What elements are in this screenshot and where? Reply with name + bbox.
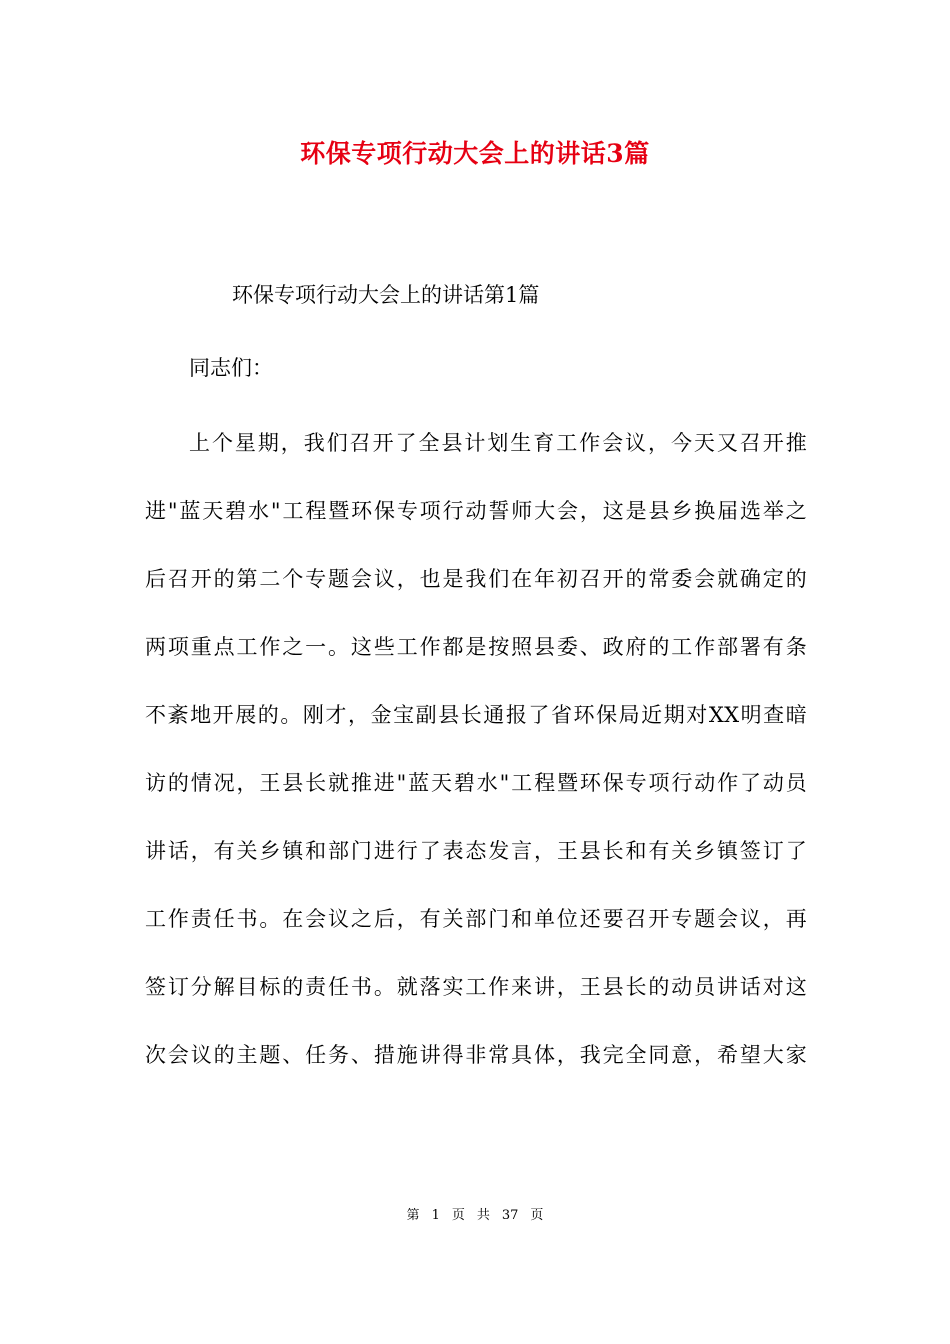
body-line: 后召开的第二个专题会议，也是我们在年初召开的常委会就确定的 [145, 567, 807, 591]
body-line: 工作责任书。在会议之后，有关部门和单位还要召开专题会议，再 [145, 907, 807, 931]
footer-label-page-unit: 页 [451, 1208, 465, 1223]
body-line: 讲话，有关乡镇和部门进行了表态发言，王县长和有关乡镇签订了 [145, 839, 807, 863]
greeting: 同志们： [189, 356, 273, 380]
body-line: 进"蓝天碧水"工程暨环保专项行动誓师大会，这是县乡换届选举之 [145, 499, 807, 523]
document-title: 环保专项行动大会上的讲话3篇 [300, 139, 650, 168]
footer-total-pages: 37 [501, 1208, 519, 1223]
section-subtitle: 环保专项行动大会上的讲话第1篇 [232, 283, 540, 307]
footer-label-page: 第 [406, 1208, 420, 1223]
body-line: 次会议的主题、任务、措施讲得非常具体，我完全同意，希望大家 [145, 1043, 807, 1067]
footer-label-total-unit: 页 [530, 1208, 544, 1223]
body-line: 上个星期，我们召开了全县计划生育工作会议，今天又召开推 [189, 431, 807, 455]
footer-label-total: 共 [476, 1208, 490, 1223]
body-line: 两项重点工作之一。这些工作都是按照县委、政府的工作部署有条 [145, 635, 807, 659]
body-text [145, 425, 807, 1105]
page-footer [0, 1207, 950, 1225]
body-line: 签订分解目标的责任书。就落实工作来讲，王县长的动员讲话对这 [145, 975, 807, 999]
body-line: 访的情况，王县长就推进"蓝天碧水"工程暨环保专项行动作了动员 [145, 771, 807, 795]
body-line: 不紊地开展的。刚才，金宝副县长通报了省环保局近期对XX明查暗 [145, 703, 807, 727]
footer-current-page: 1 [431, 1208, 440, 1223]
